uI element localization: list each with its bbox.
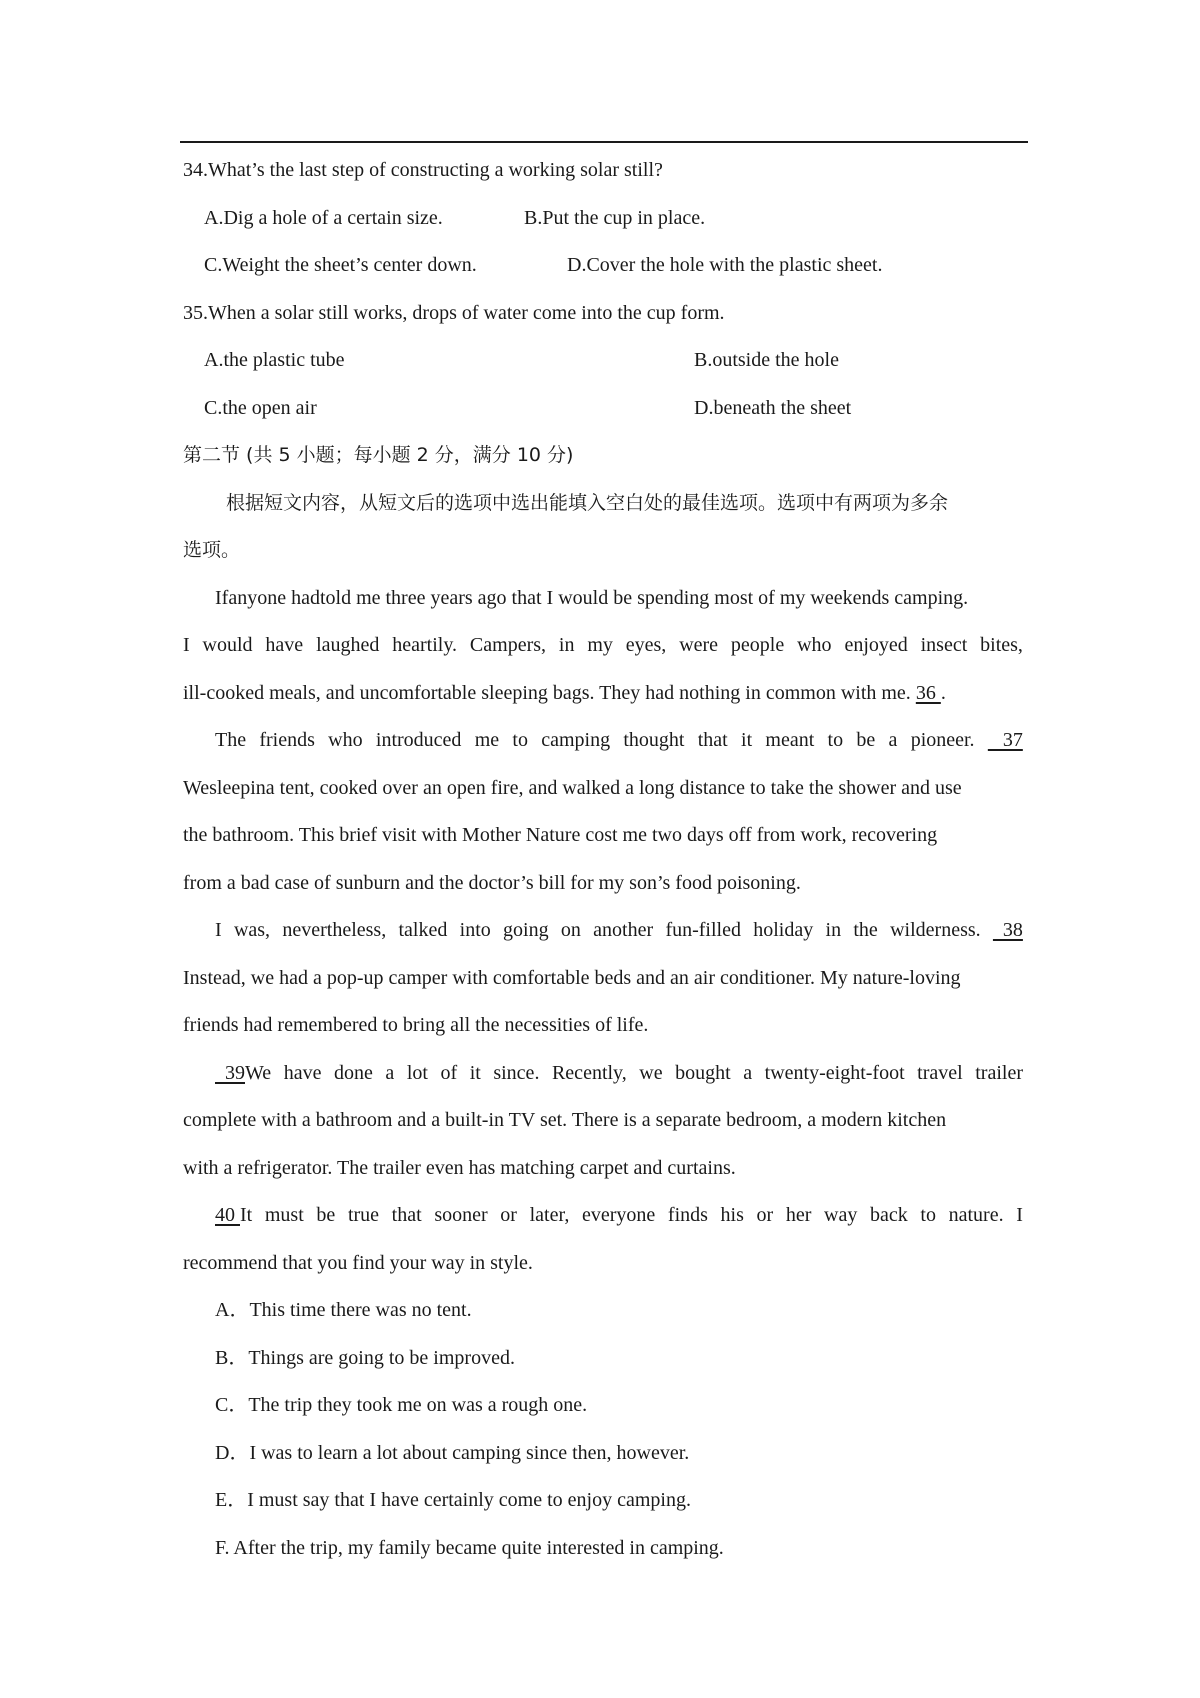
question-35-option-b: B.outside the hole [694, 349, 839, 371]
passage-line: from a bad case of sunburn and the doctor’s bill for my son’s food poisoning. [183, 872, 801, 894]
question-34-option-c: C.Weight the sheet’s center down. [204, 254, 477, 276]
passage-line: recommend that you find your way in style. [183, 1252, 533, 1274]
section-instruction-line-1: 根据短文内容，从短文后的选项中选出能填入空白处的最佳选项。选项中有两项为多余 [226, 492, 949, 514]
question-35-stem: 35.When a solar still works, drops of water come into the cup form. [183, 302, 725, 324]
question-34-option-a: A.Dig a hole of a certain size. [204, 207, 443, 229]
question-35-option-d: D.beneath the sheet [694, 397, 852, 419]
option-a: A．This time there was no tent. [215, 1299, 472, 1321]
question-35-option-c: C.the open air [204, 397, 317, 419]
passage-line: The friends who introduced me to camping thought that it meant to be a pioneer. 37 [215, 726, 1023, 754]
question-35-option-a: A.the plastic tube [204, 349, 345, 371]
header-rule [180, 141, 1028, 143]
passage-line: Ifanyone hadtold me three years ago that I would be spending most of my weekends camping. [215, 587, 969, 609]
section-heading: 第二节 (共 5 小题；每小题 2 分，满分 10 分) [183, 444, 574, 466]
option-b: B．Things are going to be improved. [215, 1347, 515, 1369]
passage-line: 39We have done a lot of it since. Recently, we bought a twenty-eight-foot travel trailer [215, 1059, 1023, 1087]
blank-36: 36 [915, 682, 941, 704]
passage-line: complete with a bathroom and a built-in TV set. There is a separate bedroom, a modern kitchen [183, 1109, 947, 1131]
blank-39: 39 [215, 1062, 245, 1084]
passage-line: ill-cooked meals, and uncomfortable sleeping bags. They had nothing in common with me. 36 . [183, 682, 946, 704]
blank-37: 37 [987, 729, 1023, 751]
option-e: E．I must say that I have certainly come to enjoy camping. [215, 1489, 691, 1511]
section-instruction-line-2: 选项。 [183, 539, 241, 561]
question-34-option-b: B.Put the cup in place. [524, 207, 706, 229]
option-c: C．The trip they took me on was a rough one. [215, 1394, 588, 1416]
question-34-option-d: D.Cover the hole with the plastic sheet. [567, 254, 883, 276]
passage-line: 40 It must be true that sooner or later, everyone finds his or her way back to nature. I [215, 1201, 1023, 1229]
option-f: F. After the trip, my family became quite interested in camping. [215, 1537, 724, 1559]
passage-line: with a refrigerator. The trailer even has matching carpet and curtains. [183, 1157, 736, 1179]
option-d: D．I was to learn a lot about camping since then, however. [215, 1442, 690, 1464]
passage-line: friends had remembered to bring all the necessities of life. [183, 1014, 649, 1036]
passage-line: I was, nevertheless, talked into going on another fun-filled holiday in the wilderness. 38 [215, 916, 1023, 944]
blank-38: 38 [992, 919, 1023, 941]
blank-40: 40 [215, 1204, 240, 1226]
passage-line: the bathroom. This brief visit with Mother Nature cost me two days off from work, recovering [183, 824, 938, 846]
passage-line: Wesleepina tent, cooked over an open fire, and walked a long distance to take the shower and use [183, 777, 962, 799]
passage-line: I would have laughed heartily. Campers, in my eyes, were people who enjoyed insect bites, [183, 634, 1023, 656]
passage-line: Instead, we had a pop-up camper with comfortable beds and an air conditioner. My nature-loving [183, 967, 961, 989]
question-34-stem: 34.What’s the last step of constructing a working solar still? [183, 159, 663, 181]
